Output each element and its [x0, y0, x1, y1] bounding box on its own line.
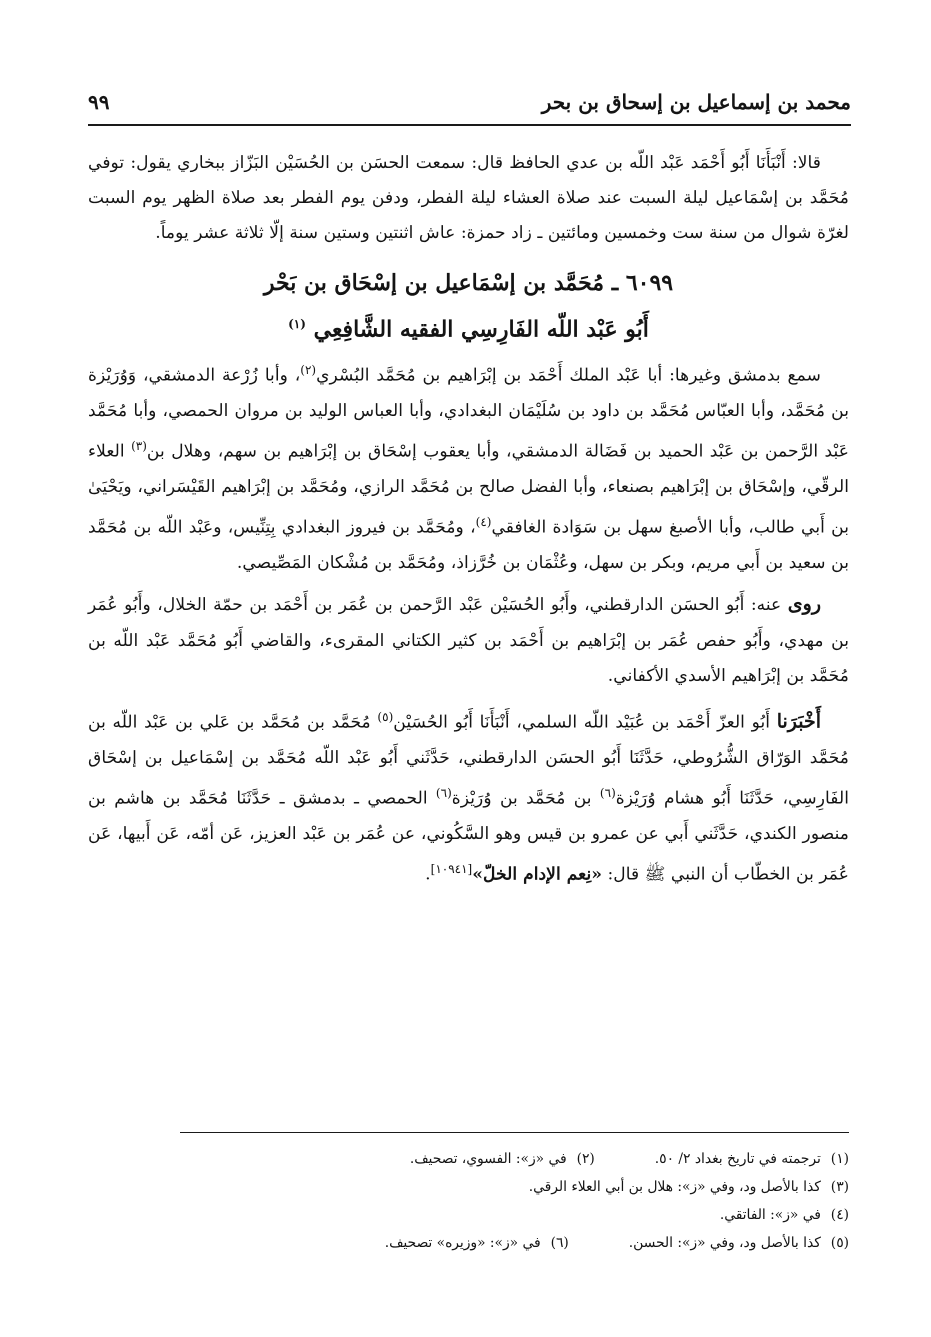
page-number: ٩٩: [88, 90, 110, 114]
paragraph-text: .: [425, 864, 431, 885]
footnote-row: [180, 1173, 849, 1201]
footnote-marker: (٦): [435, 786, 452, 801]
paragraph-text: مُحَمَّد بن مُحَمَّد بن عَلي بن عَبْد اللّه بن مُحَمَّد الوَرّاق الشُّرُوطي، حَدَّثَنَا أَبُو الحسَن الدارقطني، حَدَّثَني أَبُو عَبْد اللّه مُحَمَّد بن إسْمَاعيل بن إسْحَاق الفَارِسِي، حَدَّثَنَا أَبُو هشام وُرَيْزة: [88, 712, 849, 809]
footnote-marker: (١): [288, 316, 306, 331]
footnote-row: [180, 1145, 849, 1173]
footnote-row: [180, 1201, 849, 1229]
paragraph-lead-word: أَخْبَرَنا: [776, 710, 822, 733]
footnote-marker: (٥): [377, 709, 394, 724]
footnote-marker: (٤): [475, 515, 492, 530]
footnote-1: (١)ترجمته في تاريخ بغداد ٢/ ٥٠.: [654, 1151, 849, 1167]
paragraph-text: الحمصي ـ بدمشق ـ حَدَّثَنَا مُحَمَّد بن هاشم بن منصور الكندي، حَدَّثَني أَبي عن عمرو بن قيس وهو السَّكُوني، عن عُمَر بن عَبْد العزيز، عَن أمّه، عَن أَبيها، عَن عُمَر بن الخطّاب أن النبي ﷺ قال:: [88, 788, 849, 885]
paragraph-lead-word: روى: [787, 593, 821, 616]
footnote-marker: (٢): [300, 362, 317, 377]
paragraph-text: العلاء الرقّي، وإسْحَاق بن إبْرَاهيم بصنعاء، وأبا الفضل صالح بن مُحَمَّد الرازي، ومُحَمَّد بن إبْرَاهيم القَيْسَراني، ويَحْيَىٰ بن أَبي طالب، وأبا الأصبغ سهل بن سَوَادة الغافقي: [88, 441, 849, 538]
entry-subheading-text: أَبُو عَبْد اللّه الفَارِسِي الفقيه الشَّافِعِي: [313, 315, 649, 342]
paragraph-text: سمع بدمشق وغيرها: أبا عَبْد الملك أَحْمَد بن إبْرَاهيم بن مُحَمَّد البُسْري: [316, 365, 821, 386]
footnotes: [180, 1132, 849, 1257]
main-text: [88, 146, 849, 893]
paragraph-heard: [88, 353, 849, 581]
paragraph-hadith: [88, 700, 849, 893]
paragraph-text: عنه: أَبُو الحسَن الدارقطني، وأَبُو الحُسَيْن عَبْد الرَّحمن بن عُمَر بن أَحْمَد بن حمّة الخلال، وأَبُو عُمَر بن مهدي، وأَبُو حفص عُمَر بن إبْرَاهيم بن أَحْمَد بن كثير الكتاني المقرىء، والقاضي أَبُو مُحَمَّد عَبْد اللّه بن مُحَمَّد بن إبْرَاهيم الأسدي الأكفاني.: [88, 595, 849, 686]
footnote-3: (٣)كذا بالأصل ود، وفي «ز»: هلال بن أبي العلاء الرقي.: [528, 1179, 849, 1195]
paragraph-text: ، ومُحَمَّد بن فيروز البغدادي بِتِنِّيس، وعَبْد اللّه بن مُحَمَّد بن سعيد بن أَبي مريم، وبكر بن سهل، وعُثْمَان بن خُرَّزاذ، ومُحَمَّد بن مُشْكان المَصِّيصي.: [88, 517, 849, 574]
footnote-marker: (٦): [599, 786, 616, 801]
page-header: [88, 84, 851, 126]
intro-paragraph: قالا: أَنْبَأَنَا أَبُو أَحْمَد عَبْد اللّه بن عدي الحافظ قال: سمعت الحسَن بن الحُسَيْن البَزّاز ببخاري يقول: توفي مُحَمَّد بن إسْمَاعيل ليلة السبت عند صلاة العشاء ليلة الفطر، ودفن يوم الفطر بعد صلاة الظهر يوم السبت لغرّة شوال من سنة ست وخمسين ومائتين ـ زاد حمزة: عاش اثنتين وستين سنة إلّا ثلاثة عشر يوماً.: [88, 153, 849, 244]
paragraph-text: ، وأبا زُرْعة الدمشقي، وَوُرَيْزة بن مُحَمَّد، وأبا العبّاس مُحَمَّد بن داود بن سُلَيْمَان البغدادي، وأبا العباس الوليد بن مروان الحمصي، وأبا مُحَمَّد عَبْد الرَّحمن بن عَبْد الحميد بن فَضَالة الدمشقي، وأبا يعقوب إسْحَاق بن إبْرَاهيم بن سهم، وهلال بن: [88, 365, 849, 462]
entry-subheading: [88, 304, 849, 349]
paragraph-text: بن مُحَمَّد بن وُرَيْزة: [451, 788, 600, 809]
footnote-2: (٢)في «ز»: الفسوي، تصحيف.: [409, 1151, 595, 1167]
paragraph-narrated: [88, 587, 849, 694]
hadith-quote: «نِعم الإدام الخلّ»: [472, 864, 602, 885]
footnote-marker: (٣): [131, 439, 147, 454]
paragraph-text: أَبُو العزّ أَحْمَد بن عُبَيْد اللّه السلمي، أَنْبَأَنَا أَبُو الحُسَيْن: [393, 712, 777, 733]
footnote-row: [180, 1229, 849, 1257]
running-title: محمد بن إسماعيل بن إسحاق بن بحر: [541, 90, 851, 114]
entry-heading: ٦٠٩٩ ـ مُحَمَّد بن إسْمَاعيل بن إسْحَاق بن بَحْر: [263, 269, 674, 296]
footnote-4: (٤)في «ز»: الفاتقي.: [719, 1207, 849, 1223]
hadith-reference-number: [١٠٩٤١]: [430, 862, 473, 877]
footnote-5: (٥)كذا بالأصل ود، وفي «ز»: الحسن.: [628, 1235, 849, 1251]
footnote-6: (٦)في «ز»: «وزيره» تصحيف.: [384, 1235, 569, 1251]
